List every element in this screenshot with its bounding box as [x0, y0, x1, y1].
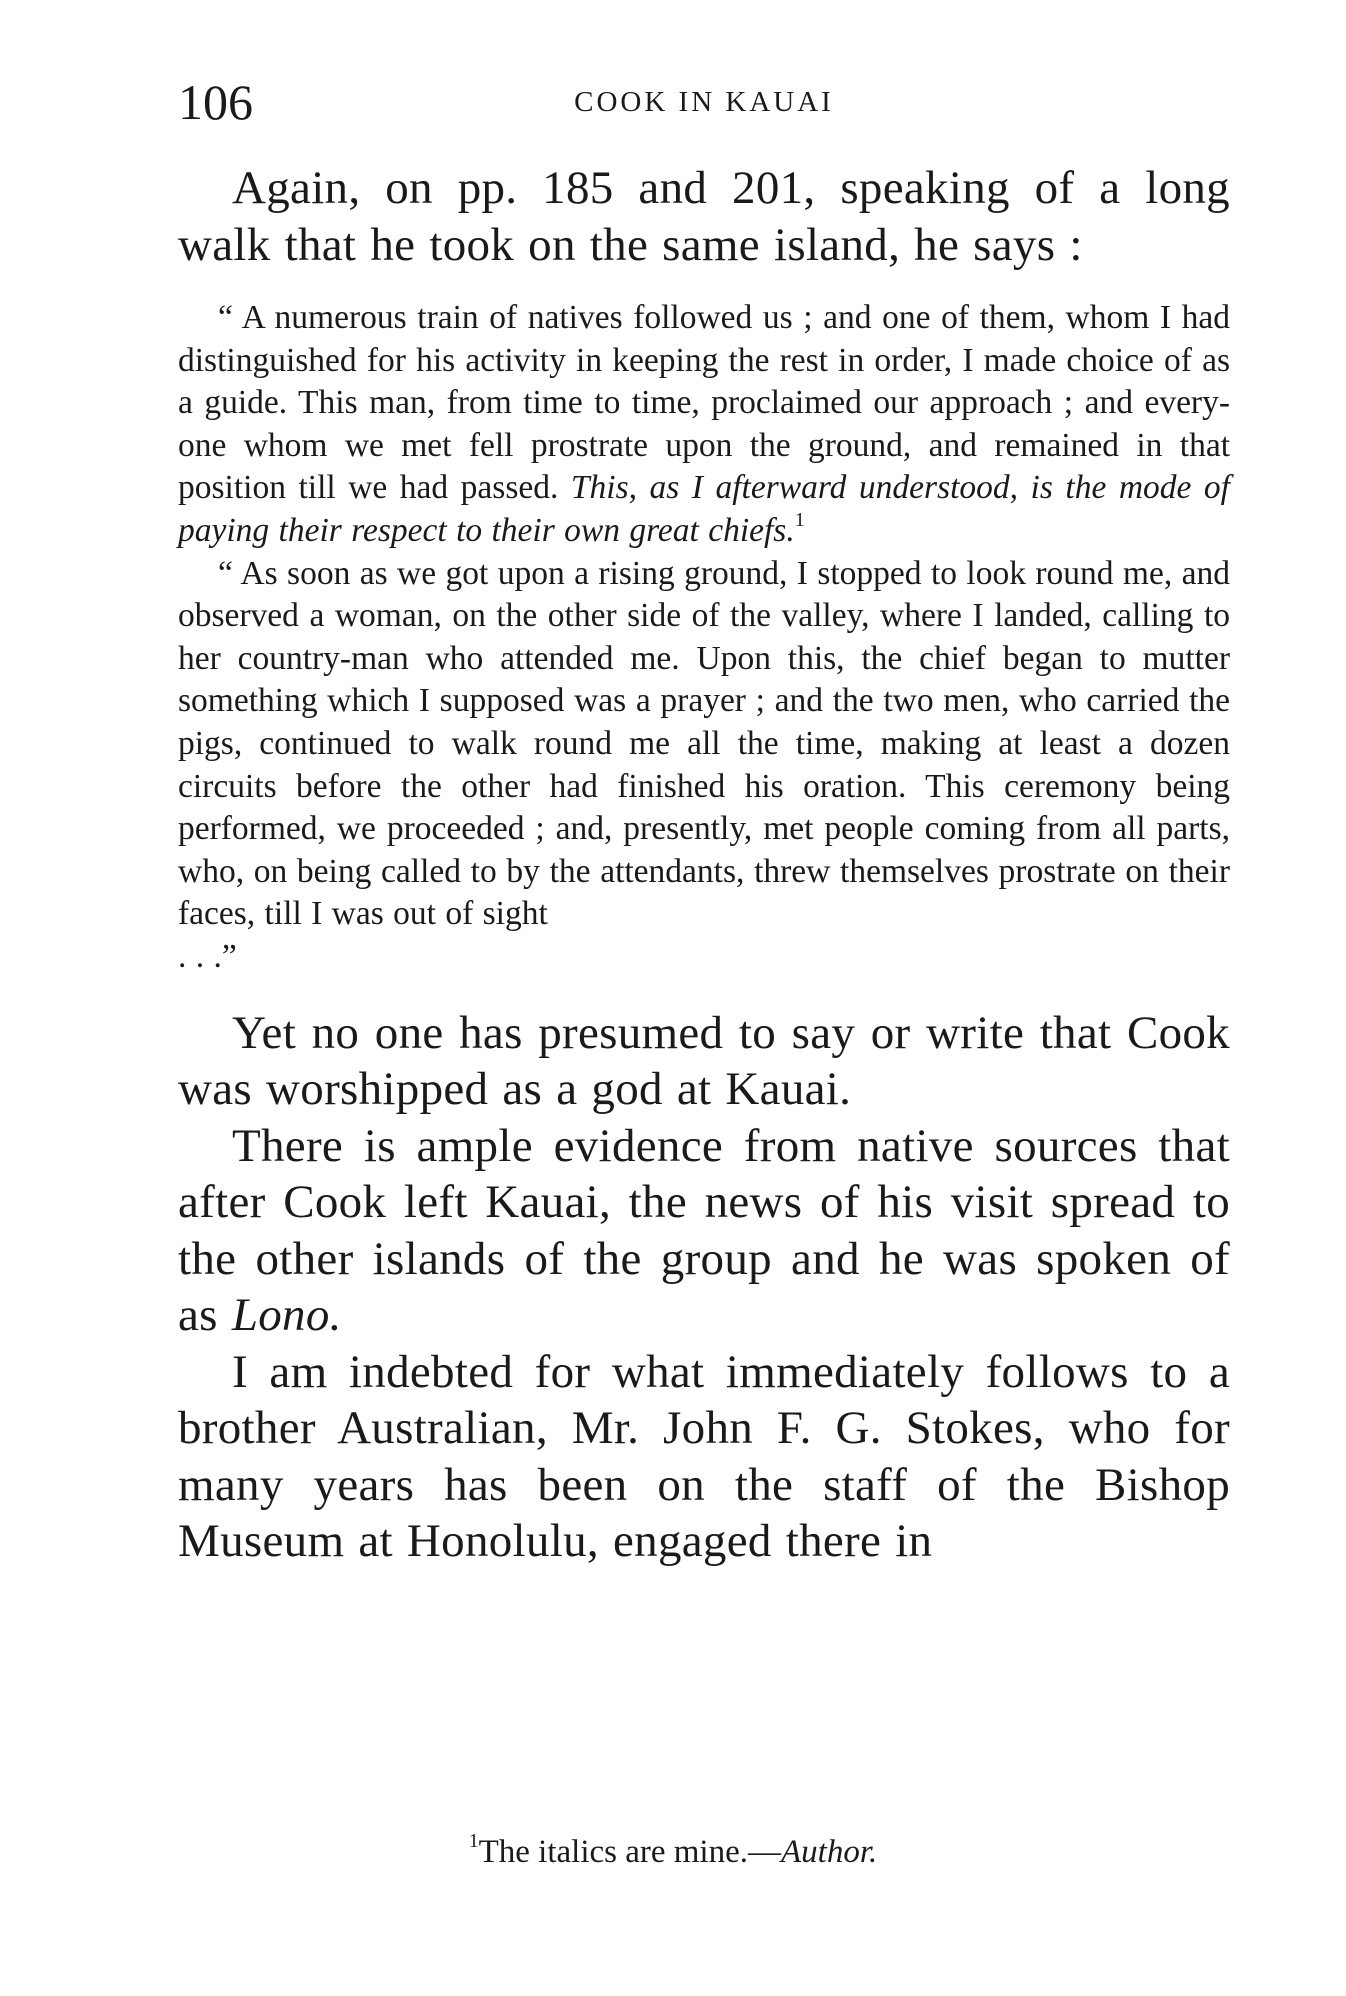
- quote-2-text: “ As soon as we got upon a rising ground, I stopped to look round me, and observed a woman, on the other side of the valley, where I landed, calling to her country-man who attended me. Upon this, the chief began to mutter something which I supposed was a prayer ; and the two men, who carried the pigs, continued to walk round me all the time, making at least a dozen circuits before the other had finished his oration. This ceremony being performed, we proceeded ; and, presently, met people coming from all parts, who, on being called to by the attendants, threw themselves prostrate on their faces, till I was out of sight: [178, 554, 1230, 933]
- page-body: [178, 160, 1230, 1570]
- running-head: COOK IN KAUAI: [574, 86, 834, 118]
- footnote-text: The italics are mine.—: [478, 1834, 781, 1870]
- quote-1-text: “ A numerous train of natives followed us ; and one of them, whom I had distinguished for his activity in keeping the rest in order, I made choice of as a guide. This man, from time to time, proclaimed our approach ; and every-one whom we met fell prostrate upon the ground, and remained in that position till we had passed.: [178, 299, 1230, 507]
- footnote: [0, 1832, 1346, 1872]
- paragraph-indebted: I am indebted for what immediately follows to a brother Australian, Mr. John F. G. Stokes, who for many years has been on the staff of the Bishop Museum at Honolulu, engaged there in: [178, 1345, 1230, 1567]
- paragraph-intro: Again, on pp. 185 and 201, speaking of a long walk that he took on the same island, he says :: [178, 162, 1230, 271]
- paragraph-no-one-presumed: Yet no one has presumed to say or write that Cook was worshipped as a god at Kauai.: [178, 1006, 1230, 1115]
- page-number: 106: [178, 74, 253, 130]
- quote-paragraph-2: [178, 553, 1230, 979]
- footnote-author: Author.: [781, 1834, 878, 1870]
- paragraph-ample-evidence-text: There is ample evidence from native sources that after Cook left Kauai, the news of his visit spread to the other islands of the group and he was spoken of as: [178, 1119, 1230, 1341]
- paragraph-ample-evidence: [178, 1118, 1230, 1344]
- footnote-number: 1: [468, 1830, 479, 1853]
- page-header: [178, 72, 1230, 132]
- footnote-marker: 1: [794, 508, 805, 531]
- quote-1-italic-text: This, as I afterward understood, is the mode of paying their respect to their own great chiefs.: [178, 469, 1230, 549]
- lono-italic-text: Lono.: [231, 1289, 342, 1341]
- quote-2-ellipsis: . . .”: [178, 937, 237, 975]
- quote-paragraph-1: [178, 297, 1230, 553]
